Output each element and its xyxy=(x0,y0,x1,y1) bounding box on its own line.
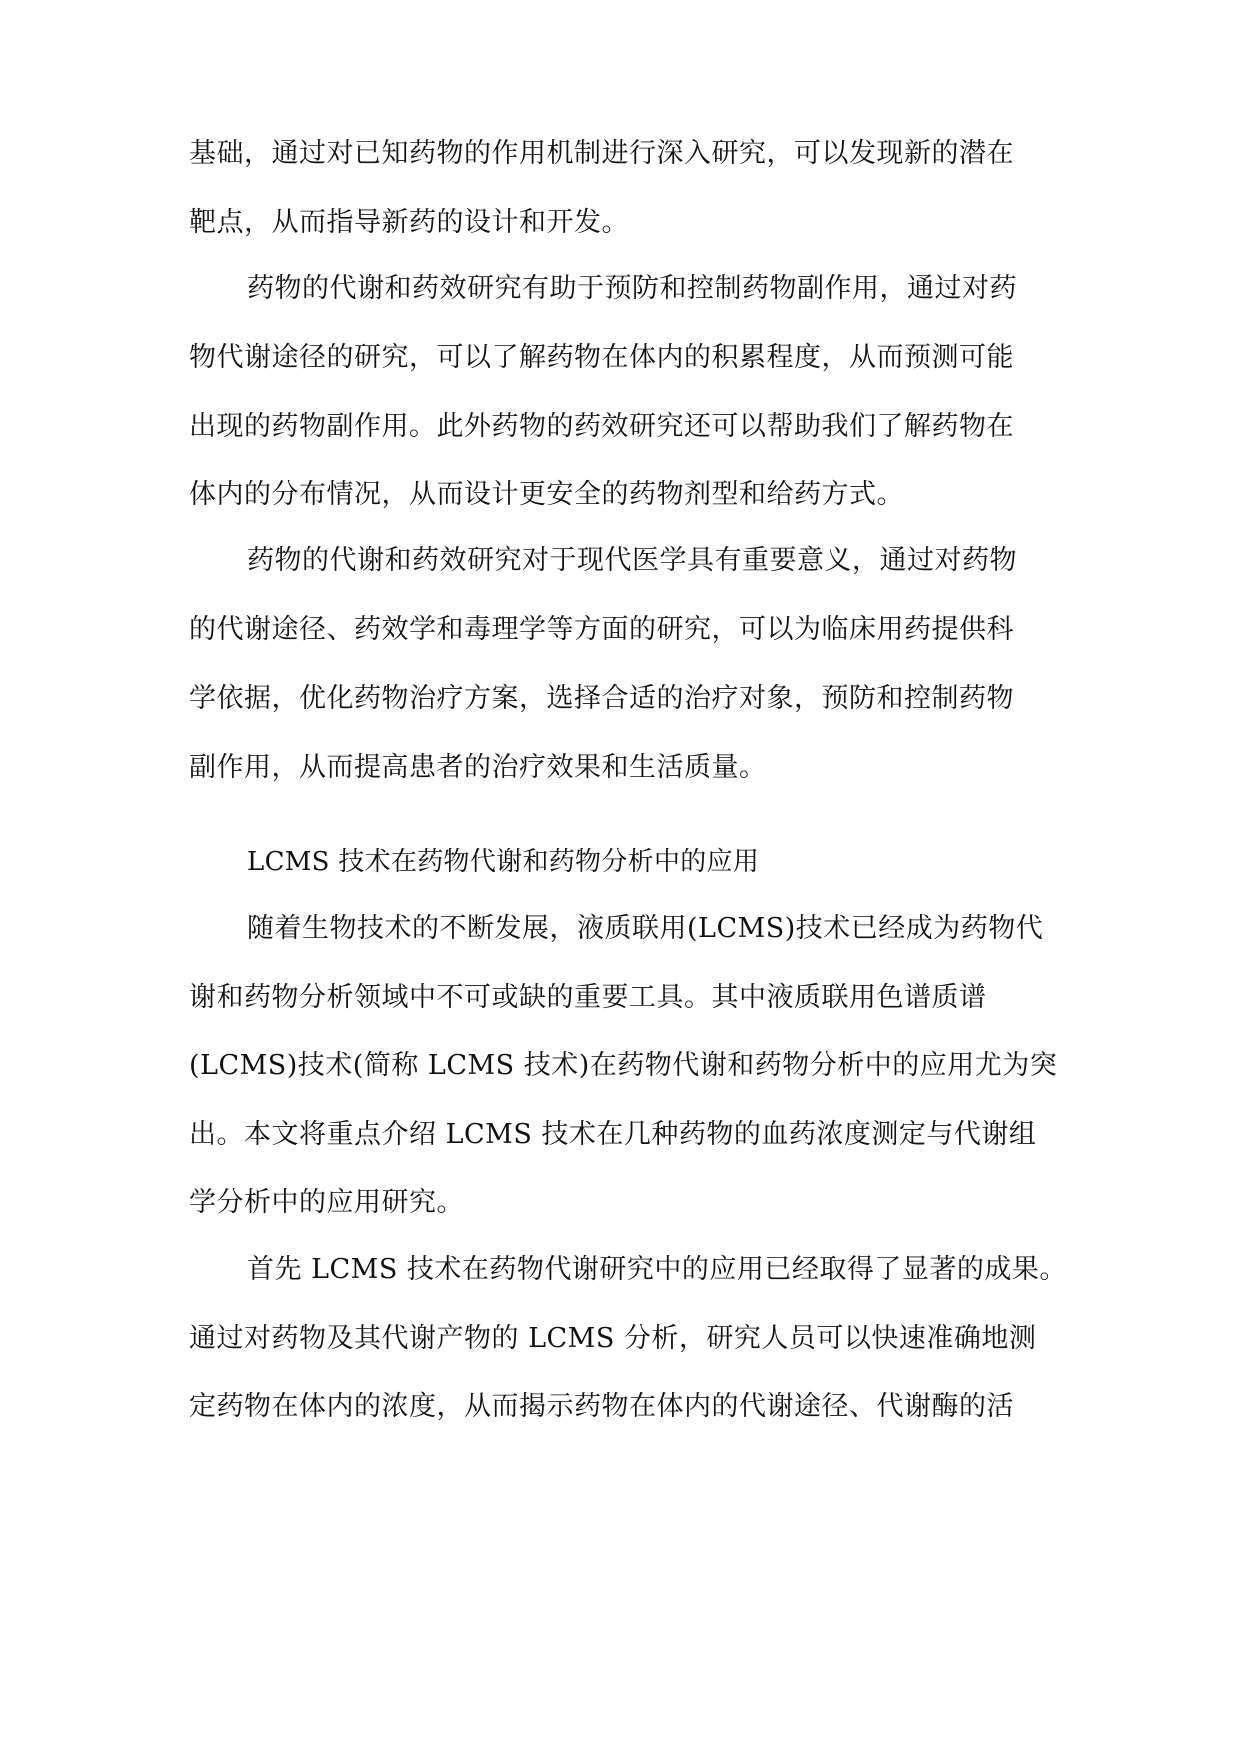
section-heading: LCMS 技术在药物代谢和药物分析中的应用 xyxy=(247,847,760,877)
paragraph-line: 学依据，优化药物治疗方案，选择合适的治疗对象，预防和控制药物 xyxy=(189,683,1014,714)
paragraph-line: 物代谢途径的研究，可以了解药物在体内的积累程度，从而预测可能 xyxy=(189,342,1014,373)
paragraph-line: 的代谢途径、药效学和毒理学等方面的研究，可以为临床用药提供科 xyxy=(189,614,1014,645)
paragraph-line: 首先 LCMS 技术在药物代谢研究中的应用已经取得了显著的成果。 xyxy=(247,1254,1067,1285)
paragraph-line: 通过对药物及其代谢产物的 LCMS 分析，研究人员可以快速准确地测 xyxy=(189,1323,1037,1354)
paragraph-line: 谢和药物分析领域中不可或缺的重要工具。其中液质联用色谱质谱 xyxy=(189,982,987,1013)
paragraph-line: 定药物在体内的浓度，从而揭示药物在体内的代谢途径、代谢酶的活 xyxy=(189,1391,1014,1422)
paragraph-line: 随着生物技术的不断发展，液质联用(LCMS)技术已经成为药物代 xyxy=(247,913,1044,944)
paragraph-line: 体内的分布情况，从而设计更安全的药物剂型和给药方式。 xyxy=(189,479,904,510)
paragraph-line: (LCMS)技术(简称 LCMS 技术)在药物代谢和药物分析中的应用尤为突 xyxy=(189,1050,1058,1081)
paragraph-line: 出。本文将重点介绍 LCMS 技术在几种药物的血药浓度测定与代谢组 xyxy=(189,1119,1037,1150)
paragraph-line: 出现的药物副作用。此外药物的药效研究还可以帮助我们了解药物在 xyxy=(189,411,1014,442)
paragraph-line: 副作用，从而提高患者的治疗效果和生活质量。 xyxy=(189,752,767,783)
paragraph-line: 药物的代谢和药效研究有助于预防和控制药物副作用，通过对药 xyxy=(247,273,1017,304)
paragraph-line: 基础，通过对已知药物的作用机制进行深入研究，可以发现新的潜在 xyxy=(189,138,1014,169)
paragraph-line: 靶点，从而指导新药的设计和开发。 xyxy=(189,207,629,238)
paragraph-line: 学分析中的应用研究。 xyxy=(189,1187,464,1218)
paragraph-line: 药物的代谢和药效研究对于现代医学具有重要意义，通过对药物 xyxy=(247,545,1017,576)
